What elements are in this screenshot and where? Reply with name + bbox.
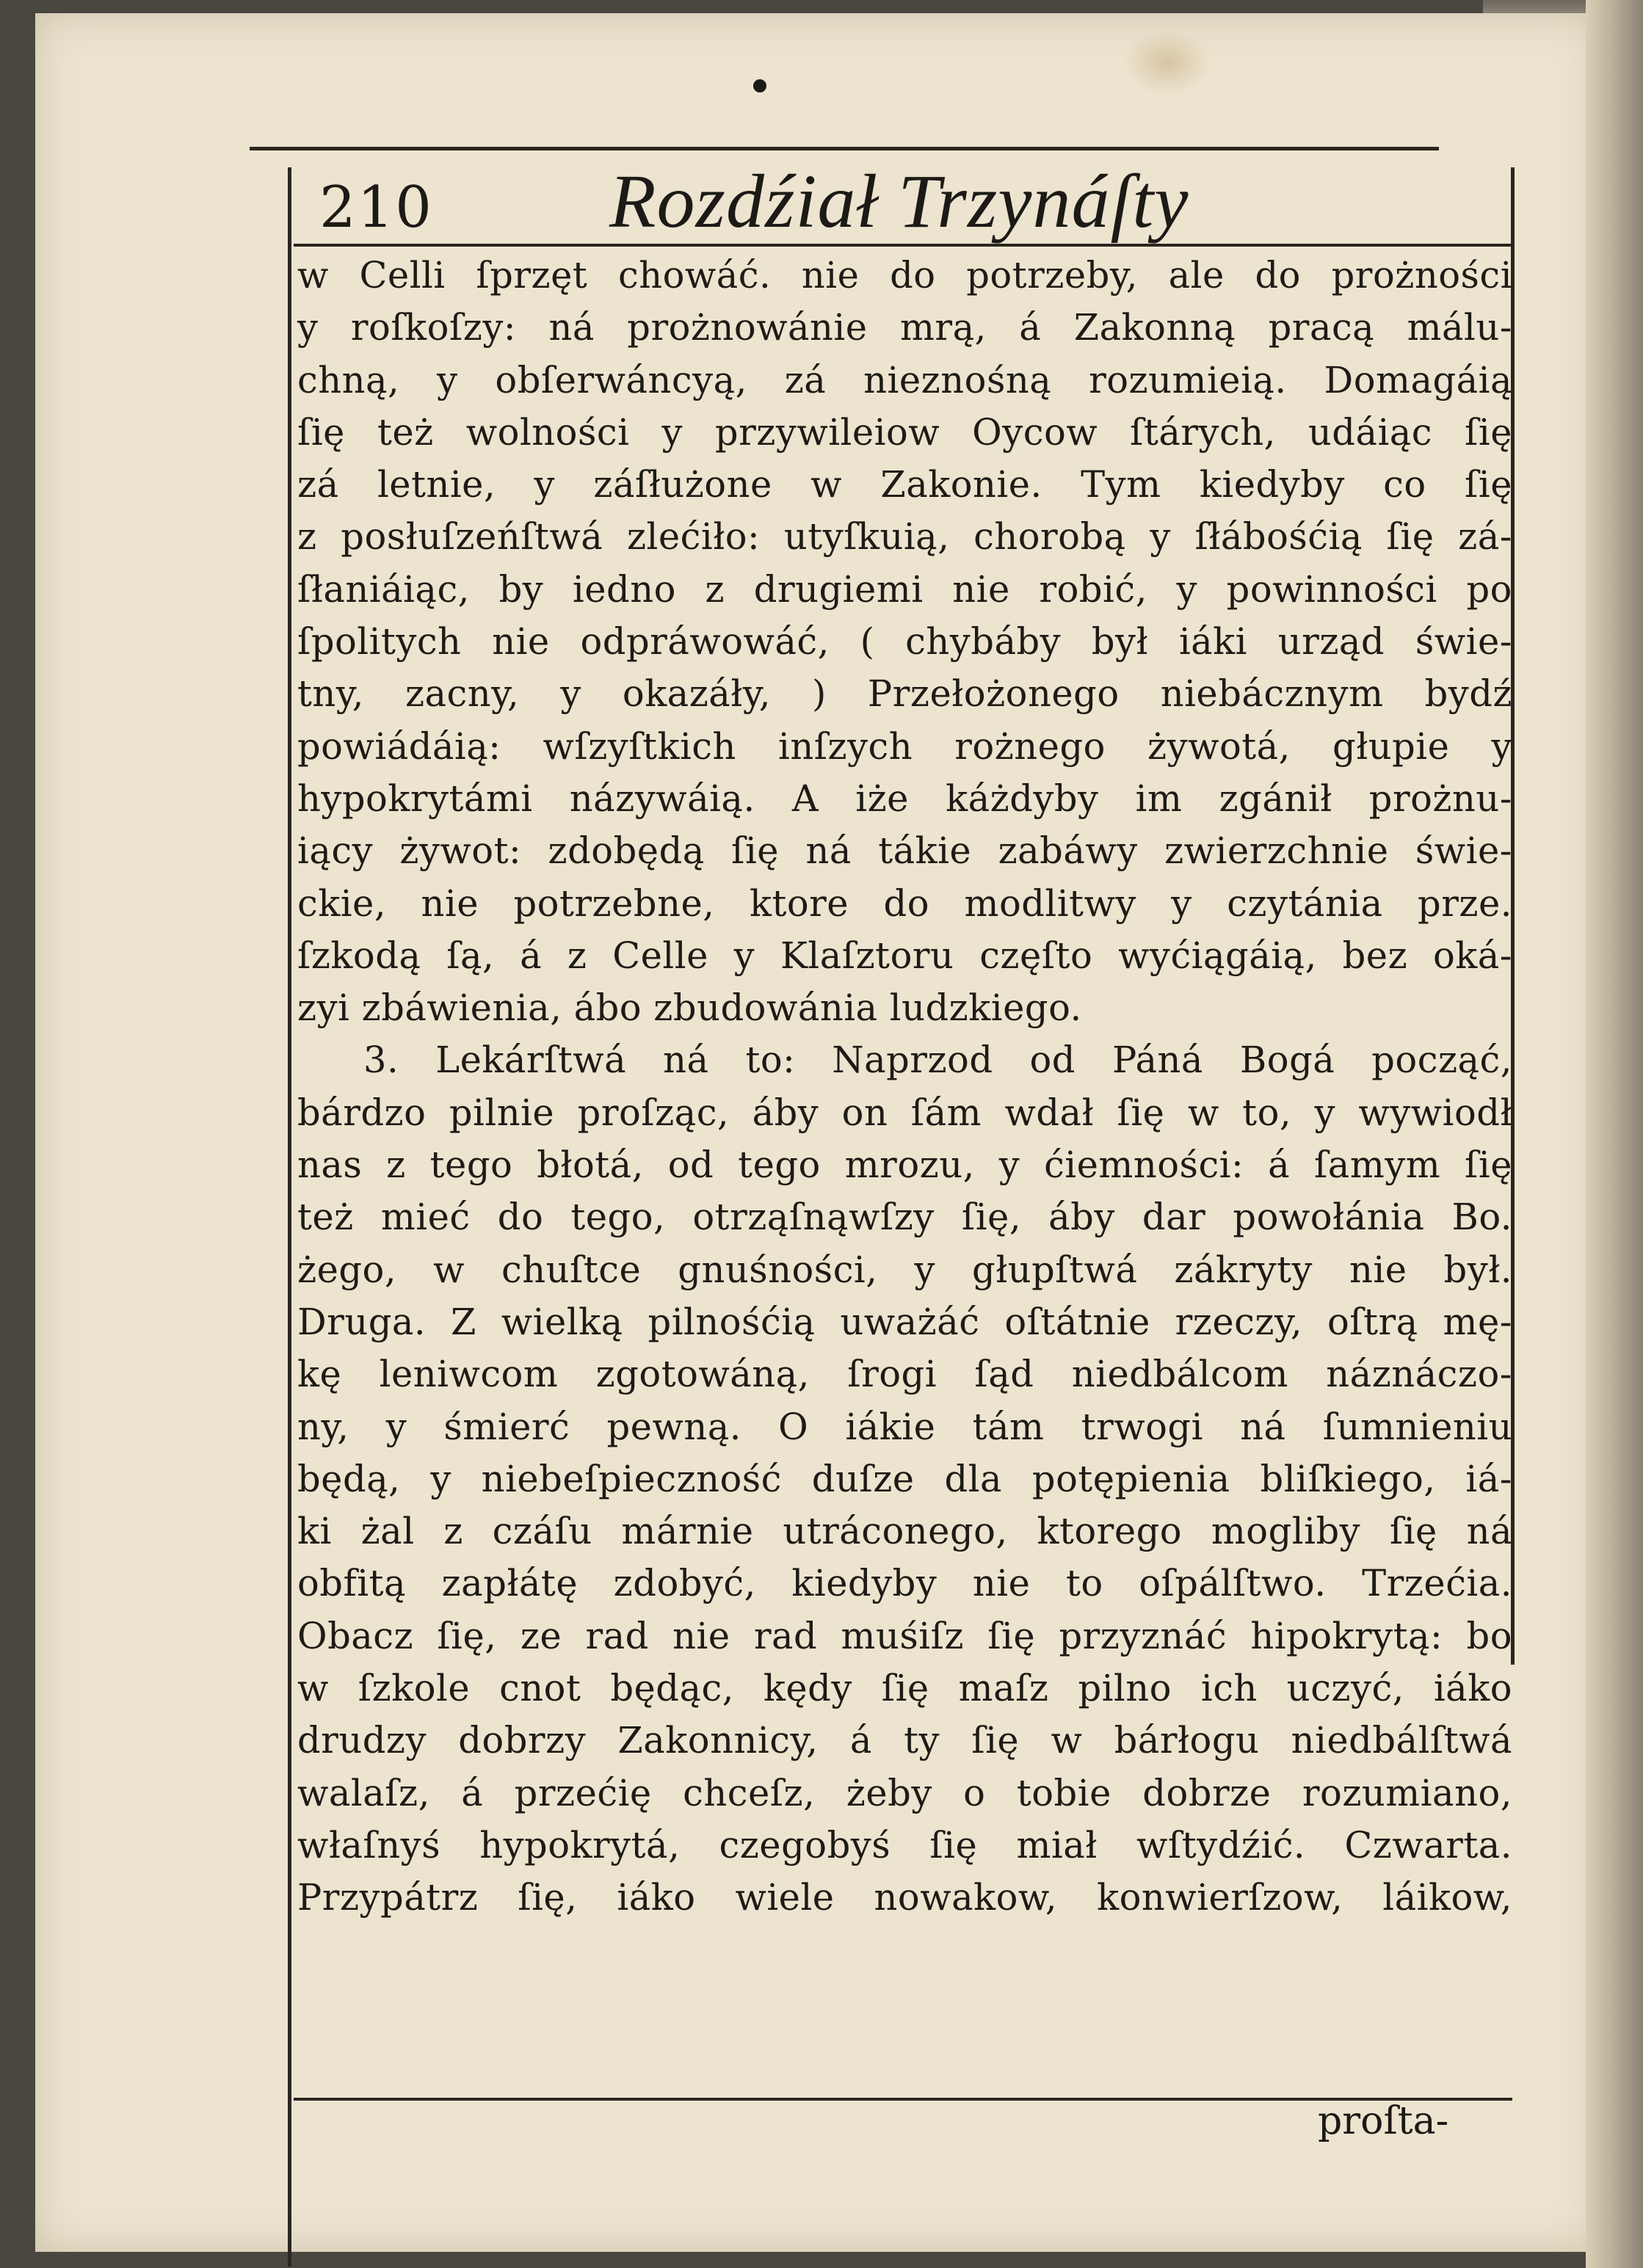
text-line: ſpolitych nie odpráwowáć, ( chybáby był iáki urząd świe- bbox=[297, 620, 1512, 664]
text-line: Obacz ſię, ze rad nie rad muśiſz ſię przyznáć hipokrytą: bo bbox=[297, 1614, 1512, 1657]
text-line: ki żal z czáſu márnie utráconego, ktorego mogliby ſię ná bbox=[297, 1510, 1512, 1553]
text-frame-left-rule bbox=[288, 167, 291, 2267]
gutter-shadow bbox=[1586, 0, 1643, 2268]
text-line: ſzkodą ſą, á z Celle y Klaſztoru częſto wyćiągáią, bez oká- bbox=[297, 934, 1512, 977]
text-line: Przypátrz ſię, iáko wiele nowakow, konwierſzow, láikow, bbox=[297, 1876, 1512, 1919]
text-line: obfitą zapłátę zdobyć, kiedyby nie to oſpálſtwo. Trzećia. bbox=[297, 1562, 1512, 1605]
text-line: bárdzo pilnie proſząc, áby on ſám wdał ſię w to, y wywiodł bbox=[297, 1091, 1512, 1134]
text-line: kę leniwcom zgotowáną, ſrogi ſąd niedbálcom náznáczo- bbox=[297, 1353, 1512, 1396]
body-text bbox=[297, 250, 1512, 1924]
header-rule bbox=[250, 147, 1439, 150]
text-line: hypokrytámi názywáią. A iże káżdyby im zgánił prożnu- bbox=[297, 777, 1512, 820]
text-line: chną, y obſerwáncyą, zá nieznośną rozumieią. Domagáią bbox=[297, 358, 1512, 401]
text-line: właſnyś hypokrytá, czegobyś ſię miał wſtydźić. Czwarta. bbox=[297, 1823, 1512, 1867]
text-line: żego, w chuſtce gnuśności, y głupſtwá zákryty nie był. bbox=[297, 1248, 1512, 1291]
running-head: Rozdźiał Trzynáſty bbox=[609, 159, 1189, 244]
page-number: 210 bbox=[319, 175, 433, 241]
ink-dot bbox=[753, 79, 766, 92]
text-line: ſię też wolności y przywileiow Oycow ſtárych, udáiąc ſię bbox=[297, 410, 1512, 454]
text-line: walaſz, á przećię chceſz, żeby o tobie dobrze rozumiano, bbox=[297, 1771, 1512, 1814]
text-line: w ſzkole cnot będąc, kędy ſię maſz pilno ich uczyć, iáko bbox=[297, 1667, 1512, 1710]
text-line: Druga. Z wielką pilnośćią uważáć oſtátnie rzeczy, oſtrą mę- bbox=[297, 1300, 1512, 1343]
paper-stain bbox=[1123, 29, 1211, 95]
catchword: proſta- bbox=[1318, 2099, 1449, 2143]
text-line: ſłaniáiąc, by iedno z drugiemi nie robić, y powinności po bbox=[297, 567, 1512, 611]
text-line: powiádáią: wſzyſtkich inſzych rożnego żywotá, głupie y bbox=[297, 724, 1512, 768]
text-line: w Celli ſprzęt chowáć. nie do potrzeby, ale do prożności bbox=[297, 254, 1512, 297]
text-line: drudzy dobrzy Zakonnicy, á ty ſię w bárłogu niedbálſtwá bbox=[297, 1719, 1512, 1762]
text-line: nas z tego błotá, od tego mrozu, y ćiemności: á ſamym ſię bbox=[297, 1144, 1512, 1187]
text-line: 3. Lekárſtwá ná to: Naprzod od Páná Bogá począć, bbox=[363, 1039, 1512, 1082]
text-line: będą, y niebeſpieczność duſze dla potępienia bliſkiego, iá- bbox=[297, 1457, 1512, 1500]
text-line: iący żywot: zdobędą ſię ná tákie zabáwy zwierzchnie świe- bbox=[297, 829, 1512, 873]
text-line: y roſkoſzy: ná prożnowánie mrą, á Zakonną pracą málu- bbox=[297, 306, 1512, 349]
text-line: ny, y śmierć pewną. O iákie tám trwogi ná ſumnieniu bbox=[297, 1405, 1512, 1448]
text-line: zyi zbáwienia, ábo zbudowánia ludzkiego. bbox=[297, 986, 1082, 1030]
text-line: ckie, nie potrzebne, ktore do modlitwy y czytánia prze. bbox=[297, 882, 1512, 925]
text-line: z posłuſzeńſtwá zlećiło: utyſkuią, chorobą y ſłábośćią ſię zá- bbox=[297, 515, 1512, 559]
text-line: też mieć do tego, otrząſnąwſzy ſię, áby dar powołánia Bo. bbox=[297, 1196, 1512, 1239]
text-line: zá letnie, y záſłużone w Zakonie. Tym kiedyby co ſię bbox=[297, 463, 1512, 506]
text-line: tny, zacny, y okazáły, ) Przełożonego niebácznym bydź bbox=[297, 672, 1512, 716]
